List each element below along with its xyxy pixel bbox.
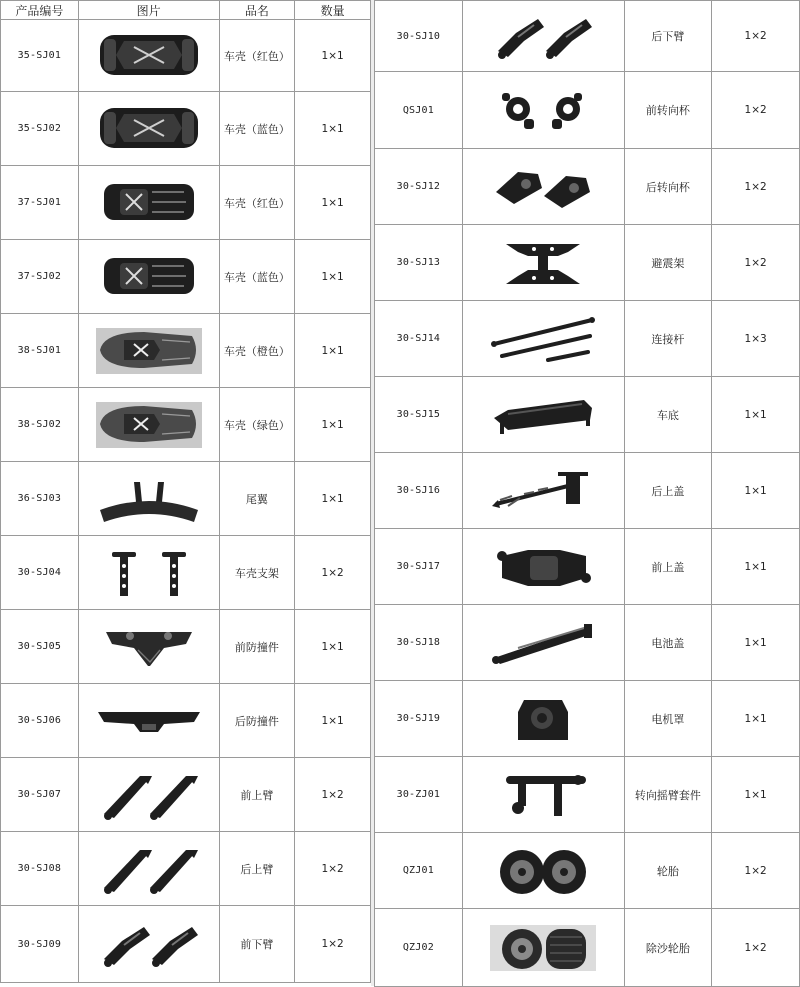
part-code: 30-SJ05 bbox=[1, 610, 79, 684]
part-code: 30-SJ19 bbox=[375, 681, 463, 757]
part-name: 车壳（蓝色） bbox=[219, 92, 295, 166]
part-quantity: 1×2 bbox=[712, 225, 800, 301]
part-code: 30-SJ18 bbox=[375, 605, 463, 681]
part-image bbox=[78, 758, 219, 832]
table-row bbox=[1, 684, 371, 758]
part-image bbox=[78, 610, 219, 684]
part-image bbox=[78, 832, 219, 906]
part-quantity: 1×1 bbox=[295, 610, 371, 684]
part-name: 车壳支架 bbox=[219, 536, 295, 610]
part-code: 30-SJ13 bbox=[375, 225, 463, 301]
left-parts-table bbox=[0, 0, 371, 983]
part-name: 前上盖 bbox=[624, 529, 712, 605]
part-code: 38-SJ02 bbox=[1, 388, 79, 462]
table-row bbox=[375, 605, 800, 681]
part-quantity: 1×2 bbox=[712, 72, 800, 149]
part-code: 37-SJ02 bbox=[1, 240, 79, 314]
paddle-tire-icon bbox=[463, 923, 624, 973]
part-code: 30-SJ16 bbox=[375, 453, 463, 529]
table-row bbox=[1, 610, 371, 684]
part-image bbox=[462, 757, 624, 833]
part-image bbox=[462, 225, 624, 301]
part-quantity: 1×2 bbox=[295, 906, 371, 983]
part-name: 电池盖 bbox=[624, 605, 712, 681]
part-name: 后下臂 bbox=[624, 1, 712, 72]
part-quantity: 1×2 bbox=[712, 909, 800, 987]
header-qty: 数量 bbox=[295, 1, 371, 20]
table-header bbox=[1, 1, 371, 20]
part-code: 30-SJ12 bbox=[375, 149, 463, 225]
part-name: 前转向杯 bbox=[624, 72, 712, 149]
part-name: 避震架 bbox=[624, 225, 712, 301]
part-image bbox=[462, 605, 624, 681]
sport-shell-icon bbox=[79, 326, 219, 376]
part-quantity: 1×2 bbox=[295, 832, 371, 906]
table-row bbox=[1, 832, 371, 906]
table-row bbox=[1, 758, 371, 832]
car-shell-icon bbox=[79, 31, 219, 81]
header-image: 图片 bbox=[78, 1, 219, 20]
lower-arm-icon bbox=[463, 11, 624, 61]
truck-shell-icon bbox=[79, 252, 219, 302]
front-bumper-icon bbox=[79, 622, 219, 672]
header-name: 品名 bbox=[219, 1, 295, 20]
table-row bbox=[1, 462, 371, 536]
part-name: 车壳（绿色） bbox=[219, 388, 295, 462]
part-image bbox=[78, 314, 219, 388]
steering-bellcrank-icon bbox=[463, 770, 624, 820]
part-code: 30-SJ06 bbox=[1, 684, 79, 758]
part-code: QZJ02 bbox=[375, 909, 463, 987]
part-image bbox=[462, 529, 624, 605]
part-name: 车壳（红色） bbox=[219, 20, 295, 92]
part-quantity: 1×1 bbox=[295, 388, 371, 462]
rear-wing-icon bbox=[79, 474, 219, 524]
part-name: 前防撞件 bbox=[219, 610, 295, 684]
part-name: 尾翼 bbox=[219, 462, 295, 536]
part-image bbox=[462, 909, 624, 987]
chassis-icon bbox=[463, 390, 624, 440]
part-quantity: 1×1 bbox=[712, 377, 800, 453]
table-row bbox=[375, 72, 800, 149]
part-name: 车壳（红色） bbox=[219, 166, 295, 240]
part-code: 30-SJ07 bbox=[1, 758, 79, 832]
header-code: 产品编号 bbox=[1, 1, 79, 20]
part-name: 连接杆 bbox=[624, 301, 712, 377]
part-quantity: 1×1 bbox=[295, 462, 371, 536]
part-image bbox=[78, 684, 219, 758]
part-quantity: 1×1 bbox=[712, 453, 800, 529]
part-image bbox=[78, 92, 219, 166]
part-name: 电机罩 bbox=[624, 681, 712, 757]
part-quantity: 1×1 bbox=[712, 681, 800, 757]
table-row bbox=[375, 301, 800, 377]
part-code: 38-SJ01 bbox=[1, 314, 79, 388]
part-code: 37-SJ01 bbox=[1, 166, 79, 240]
table-row bbox=[375, 1, 800, 72]
table-row bbox=[375, 377, 800, 453]
part-name: 车壳（橙色） bbox=[219, 314, 295, 388]
part-code: QSJ01 bbox=[375, 72, 463, 149]
part-code: QZJ01 bbox=[375, 833, 463, 909]
part-name: 前上臂 bbox=[219, 758, 295, 832]
hub-carrier-icon bbox=[463, 162, 624, 212]
part-image bbox=[462, 1, 624, 72]
part-quantity: 1×1 bbox=[295, 240, 371, 314]
shock-tower-icon bbox=[463, 238, 624, 288]
rear-cover-icon bbox=[463, 466, 624, 516]
right-parts-table bbox=[374, 0, 800, 987]
table-row bbox=[1, 166, 371, 240]
table-row bbox=[1, 240, 371, 314]
table-row bbox=[1, 314, 371, 388]
table-row bbox=[375, 225, 800, 301]
table-row bbox=[1, 20, 371, 92]
part-code: 30-SJ08 bbox=[1, 832, 79, 906]
part-quantity: 1×1 bbox=[295, 684, 371, 758]
tire-icon bbox=[463, 846, 624, 896]
part-code: 30-SJ14 bbox=[375, 301, 463, 377]
steering-cup-icon bbox=[463, 85, 624, 135]
part-quantity: 1×2 bbox=[295, 536, 371, 610]
part-quantity: 1×2 bbox=[712, 149, 800, 225]
truck-shell-icon bbox=[79, 178, 219, 228]
table-row bbox=[375, 681, 800, 757]
part-image bbox=[78, 20, 219, 92]
part-quantity: 1×2 bbox=[712, 1, 800, 72]
table-row bbox=[375, 909, 800, 987]
part-image bbox=[462, 681, 624, 757]
battery-strap-icon bbox=[463, 618, 624, 668]
part-code: 30-SJ15 bbox=[375, 377, 463, 453]
part-quantity: 1×1 bbox=[295, 314, 371, 388]
front-cover-icon bbox=[463, 542, 624, 592]
table-row bbox=[1, 906, 371, 983]
lower-arm-icon bbox=[79, 919, 219, 969]
upper-arm-icon bbox=[79, 844, 219, 894]
part-image bbox=[462, 833, 624, 909]
motor-cover-icon bbox=[463, 694, 624, 744]
part-image bbox=[462, 453, 624, 529]
part-name: 后防撞件 bbox=[219, 684, 295, 758]
link-rod-icon bbox=[463, 314, 624, 364]
table-row bbox=[1, 388, 371, 462]
table-row bbox=[375, 453, 800, 529]
part-quantity: 1×1 bbox=[295, 92, 371, 166]
part-quantity: 1×1 bbox=[712, 757, 800, 833]
table-row bbox=[1, 536, 371, 610]
part-quantity: 1×3 bbox=[712, 301, 800, 377]
part-quantity: 1×1 bbox=[712, 529, 800, 605]
part-image bbox=[462, 377, 624, 453]
part-name: 后转向杯 bbox=[624, 149, 712, 225]
part-image bbox=[462, 72, 624, 149]
part-code: 30-SJ09 bbox=[1, 906, 79, 983]
table-row bbox=[375, 149, 800, 225]
part-code: 30-SJ17 bbox=[375, 529, 463, 605]
part-image bbox=[78, 462, 219, 536]
part-code: 30-ZJ01 bbox=[375, 757, 463, 833]
part-name: 后上盖 bbox=[624, 453, 712, 529]
shell-mount-icon bbox=[79, 548, 219, 598]
part-code: 35-SJ01 bbox=[1, 20, 79, 92]
part-image bbox=[78, 166, 219, 240]
part-image bbox=[78, 240, 219, 314]
part-name: 除沙轮胎 bbox=[624, 909, 712, 987]
part-image bbox=[78, 388, 219, 462]
part-name: 前下臂 bbox=[219, 906, 295, 983]
car-shell-icon bbox=[79, 104, 219, 154]
part-image bbox=[78, 536, 219, 610]
part-image bbox=[78, 906, 219, 983]
part-image bbox=[462, 149, 624, 225]
part-name: 车壳（蓝色） bbox=[219, 240, 295, 314]
part-quantity: 1×1 bbox=[295, 20, 371, 92]
part-quantity: 1×1 bbox=[295, 166, 371, 240]
rear-bumper-icon bbox=[79, 696, 219, 746]
table-row bbox=[375, 757, 800, 833]
part-quantity: 1×2 bbox=[295, 758, 371, 832]
sport-shell-icon bbox=[79, 400, 219, 450]
table-row bbox=[375, 529, 800, 605]
part-code: 30-SJ10 bbox=[375, 1, 463, 72]
table-row bbox=[375, 833, 800, 909]
part-code: 30-SJ04 bbox=[1, 536, 79, 610]
part-name: 车底 bbox=[624, 377, 712, 453]
part-name: 转向摇臂套件 bbox=[624, 757, 712, 833]
part-code: 35-SJ02 bbox=[1, 92, 79, 166]
part-quantity: 1×2 bbox=[712, 833, 800, 909]
part-name: 轮胎 bbox=[624, 833, 712, 909]
part-image bbox=[462, 301, 624, 377]
table-row bbox=[1, 92, 371, 166]
upper-arm-icon bbox=[79, 770, 219, 820]
part-name: 后上臂 bbox=[219, 832, 295, 906]
part-code: 36-SJ03 bbox=[1, 462, 79, 536]
part-quantity: 1×1 bbox=[712, 605, 800, 681]
